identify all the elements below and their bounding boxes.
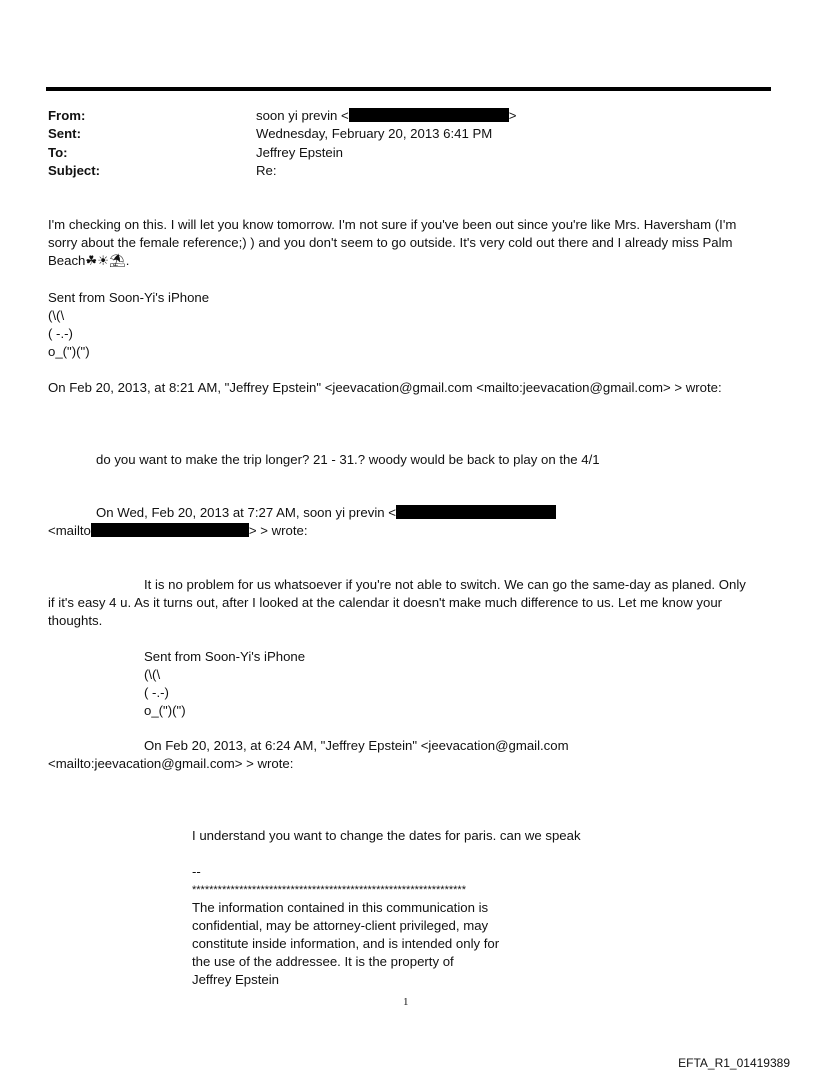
message-line: I'm checking on this. I will let you know tomorrow. I'm not sure if you've been out since you're like Mrs. Haversham (I'm — [48, 217, 737, 232]
signature-line: o_(")(") — [48, 344, 90, 359]
message-paragraph — [48, 216, 768, 270]
quote-header-line: On Feb 20, 2013, at 8:21 AM, "Jeffrey Epstein" <jeevacation@gmail.com <mailto:jeevacation@gmail.com> > wrote: — [48, 380, 722, 395]
from-tail: > — [508, 108, 517, 123]
header-rule — [46, 87, 771, 91]
quote-header — [48, 504, 768, 540]
quote-header — [48, 737, 768, 773]
quote-body — [48, 576, 768, 630]
quote-header — [48, 379, 768, 397]
quote-header-line: <mailto:jeevacation@gmail.com> > wrote: — [48, 756, 294, 771]
disclaimer-line: confidential, may be attorney-client privileged, may — [192, 918, 489, 933]
disclaimer-stars: **************************************************************** — [192, 884, 466, 896]
signature-line: Sent from Soon-Yi's iPhone — [48, 290, 210, 305]
quote-header-line — [48, 522, 768, 540]
message-line: sorry about the female reference;) ) and you don't seem to go outside. It's very cold out there and I already miss Palm — [48, 235, 733, 250]
quote-body-line: thoughts. — [48, 613, 103, 628]
disclaimer-dashes: -- — [192, 864, 201, 879]
quote-body — [48, 451, 768, 469]
quote-body-line: I understand you want to change the dates for paris. can we speak — [192, 828, 581, 843]
signature-line: ( -.-) — [48, 326, 73, 341]
subject-value: Re: — [256, 163, 277, 178]
quote-body-line: It is no problem for us whatsoever if you're not able to switch. We can go the same-day as planed. Only — [144, 577, 746, 592]
signature-line: o_(")(") — [144, 703, 186, 718]
disclaimer-line: The information contained in this communication is — [192, 900, 489, 915]
signature-block — [48, 289, 768, 361]
message-line: Beach☘☀⛱. — [48, 253, 130, 268]
quote-header-text: On Wed, Feb 20, 2013 at 7:27 AM, soon yi previn < — [96, 505, 396, 520]
sent-label: Sent: — [48, 126, 81, 141]
signature-line: (\(\ — [48, 308, 65, 323]
disclaimer-line: the use of the addressee. It is the property of — [192, 954, 454, 969]
disclaimer-block — [192, 863, 752, 989]
subject-label: Subject: — [48, 163, 101, 178]
disclaimer-line: constitute inside information, and is intended only for — [192, 936, 500, 951]
page-number: 1 — [403, 996, 409, 1008]
disclaimer-line: Jeffrey Epstein — [192, 972, 279, 987]
signature-line: ( -.-) — [144, 685, 169, 700]
signature-block — [48, 648, 768, 720]
to-label: To: — [48, 145, 68, 160]
quote-body — [192, 827, 752, 845]
quote-header-line: On Feb 20, 2013, at 6:24 AM, "Jeffrey Epstein" <jeevacation@gmail.com — [144, 738, 569, 753]
signature-line: Sent from Soon-Yi's iPhone — [144, 649, 306, 664]
to-value: Jeffrey Epstein — [256, 145, 343, 160]
from-name: soon yi previn < — [256, 108, 349, 123]
sent-value: Wednesday, February 20, 2013 6:41 PM — [256, 126, 493, 141]
signature-line: (\(\ — [144, 667, 161, 682]
quote-body-line: do you want to make the trip longer? 21 - 31.? woody would be back to play on the 4/1 — [96, 452, 600, 467]
quote-header-text: > > wrote: — [248, 523, 308, 538]
redaction-block — [396, 505, 556, 519]
redaction-block — [349, 108, 509, 122]
from-value — [256, 107, 516, 125]
from-label: From: — [48, 108, 86, 123]
document-id: EFTA_R1_01419389 — [678, 1056, 790, 1070]
quote-body-line: if it's easy 4 u. As it turns out, after I looked at the calendar it doesn't make much difference to us. Let me know your — [48, 595, 723, 610]
redaction-block — [91, 523, 249, 537]
quote-header-text: <mailto — [48, 523, 91, 538]
quote-header-line — [48, 504, 768, 522]
